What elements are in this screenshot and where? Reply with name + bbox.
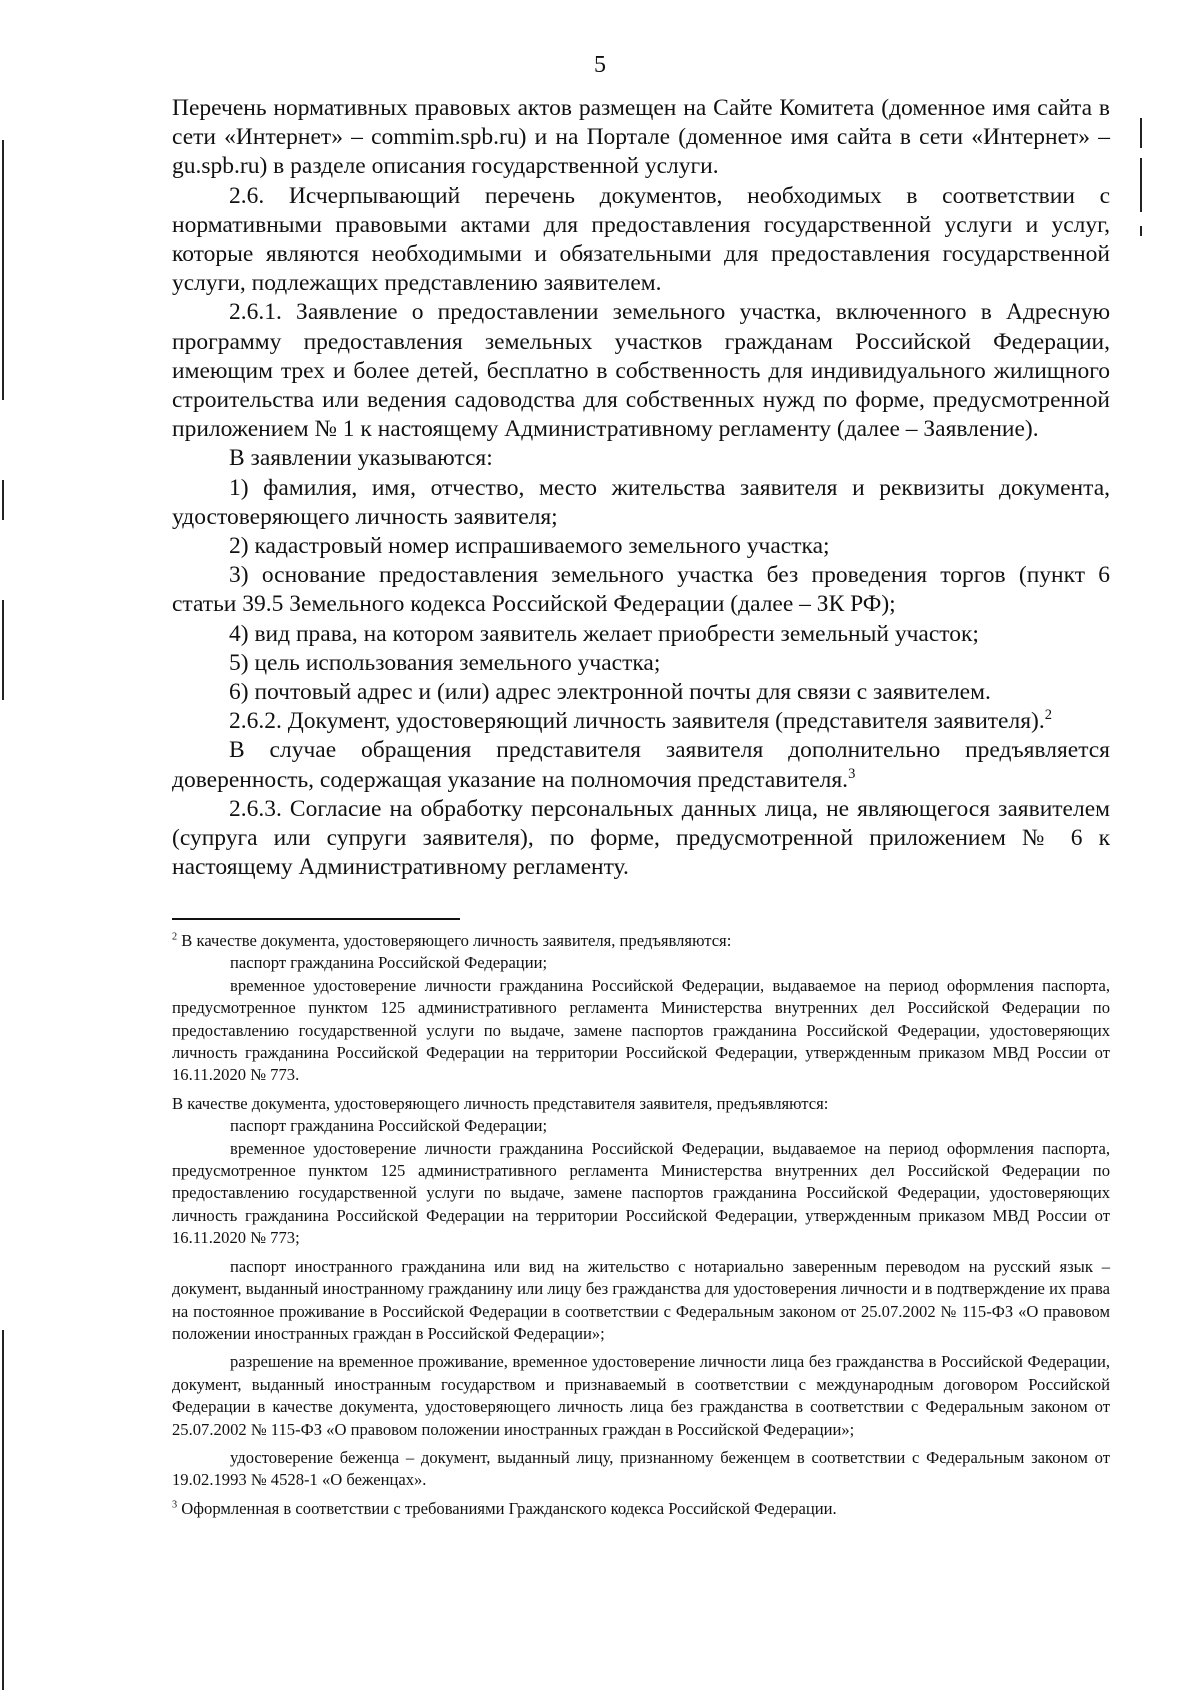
- footnote-paragraph: [172, 1256, 1110, 1346]
- footnote-marker: 3: [172, 1499, 178, 1511]
- paragraph: [172, 795, 1110, 883]
- scan-edge-mark: [1140, 158, 1142, 212]
- main-text: [172, 94, 1110, 882]
- paragraph-text: В качестве документа, удостоверяющего личность заявителя, предъявляются:: [181, 931, 732, 950]
- paragraph: [172, 561, 1110, 619]
- paragraph-text: 3) основание предоставления земельного участка без проведения торгов (пункт 6 статьи 39.5 Земельного кодекса Российской Федерации (далее – ЗК РФ);: [172, 562, 1110, 618]
- paragraph-text: 5) цель использования земельного участка;: [229, 649, 661, 676]
- paragraph-text: 2.6. Исчерпывающий перечень документов, необходимых в соответствии с нормативными правовыми актами для предоставления государственной услуги и услуг, которые являются необходимыми и обязательными для предоставления государственной услуги, подлежащих представлению заявителем.: [172, 182, 1110, 297]
- paragraph-text: В заявлении указываются:: [229, 445, 493, 472]
- paragraph-text: удостоверение беженца – документ, выданный лицу, признанному беженцем в соответствии с Федеральным законом от 19.02.1993 № 4528-1 «О беженцах».: [172, 1447, 1110, 1490]
- paragraph-text: паспорт гражданина Российской Федерации;: [230, 1116, 548, 1136]
- footnote-paragraph: [172, 1498, 1110, 1520]
- footnotes: [172, 930, 1110, 1520]
- paragraph-text: 2) кадастровый номер испрашиваемого земельного участка;: [229, 533, 830, 560]
- footnote-marker: 2: [172, 931, 178, 943]
- paragraph: [172, 182, 1110, 299]
- paragraph: [172, 444, 1110, 473]
- scan-edge-mark: [2, 480, 4, 520]
- footnote-paragraph: [172, 975, 1110, 1087]
- paragraph-text: 6) почтовый адрес и (или) адрес электронной почты для связи с заявителем.: [229, 679, 991, 706]
- footnote-paragraph: [172, 1138, 1110, 1250]
- scan-edge-mark: [1140, 226, 1142, 236]
- paragraph-text: паспорт гражданина Российской Федерации;: [230, 953, 548, 973]
- paragraph: [172, 736, 1110, 794]
- paragraph: [172, 298, 1110, 444]
- footnote-separator: [172, 918, 460, 920]
- page-number: 5: [594, 52, 606, 78]
- paragraph: [172, 649, 1110, 678]
- paragraph-text: 2.6.1. Заявление о предоставлении земельного участка, включенного в Адресную программу предоставления земельных участков гражданам Российской Федерации, имеющим трех и более детей, бесплатно в собственность для индивидуального жилищного строительства или ведения садоводства для собственных нужд по форме, предусмотренной приложением № 1 к настоящему Административному регламенту (далее – Заявление).: [172, 299, 1110, 443]
- paragraph-text: временное удостоверение личности гражданина Российской Федерации, выдаваемое на период оформления паспорта, предусмотренное пунктом 125 административного регламента Министерства внутренних дел Российской Федерации по предоставлению государственной услуги по выдаче, замене паспортов гражданина Российской Федерации, удостоверяющих личность гражданина Российской Федерации на территории Российской Федерации, утвержденным приказом МВД России от 16.11.2020 № 773.: [172, 975, 1110, 1085]
- paragraph-text: Оформленная в соответствии с требованиями Гражданского кодекса Российской Федерации.: [181, 1498, 837, 1518]
- paragraph-text: 4) вид права, на котором заявитель желает приобрести земельный участок;: [229, 620, 979, 647]
- paragraph: [172, 678, 1110, 707]
- footnote-reference: 3: [848, 765, 856, 782]
- paragraph: [172, 474, 1110, 532]
- footnote-reference: 2: [1044, 707, 1052, 724]
- paragraph: [172, 620, 1110, 649]
- footnote-paragraph: [172, 1093, 1110, 1115]
- scan-edge-mark: [2, 1330, 4, 1690]
- paragraph-text: Перечень нормативных правовых актов размещен на Сайте Комитета (доменное имя сайта в сети «Интернет» – commim.spb.ru) и на Портале (доменное имя сайта в сети «Интернет» – gu.spb.ru) в разделе описания государственной услуги.: [172, 95, 1110, 180]
- footnote-paragraph: [172, 1115, 1110, 1137]
- scan-edge-mark: [2, 140, 4, 400]
- scan-edge-mark: [2, 600, 4, 700]
- paragraph-text: 2.6.3. Согласие на обработку персональных данных лица, не являющегося заявителем (супруга или супруги заявителя), по форме, предусмотренной приложением № 6 к настоящему Административному регламенту.: [172, 795, 1110, 881]
- footnote-paragraph: [172, 1447, 1110, 1492]
- paragraph-text: В качестве документа, удостоверяющего личность представителя заявителя, предъявляются:: [172, 1093, 829, 1113]
- paragraph: [172, 532, 1110, 561]
- paragraph-text: паспорт иностранного гражданина или вид на жительство с нотариально заверенным переводом на русский язык – документ, выданный иностранному гражданину или лицу без гражданства для удостоверения личности и в подтверждение их права на постоянное проживание в Российской Федерации в соответствии с Федеральным законом от 25.07.2002 № 115-ФЗ «О правовом положении иностранных граждан в Российской Федерации»;: [172, 1256, 1110, 1343]
- footnote-paragraph: [172, 952, 1110, 974]
- paragraph-text: разрешение на временное проживание, временное удостоверение личности лица без гражданства в Российской Федерации, документ, выданный иностранным государством и признаваемый в соответствии с международным договором Российской Федерации в качестве документа, удостоверяющего личность лица без гражданства в соответствии с Федеральным законом от 25.07.2002 № 115-ФЗ «О правовом положении иностранных граждан в Российской Федерации»;: [172, 1352, 1110, 1439]
- paragraph: [172, 707, 1110, 736]
- footnote-paragraph: [172, 930, 1110, 952]
- footnote-paragraph: [172, 1351, 1110, 1441]
- paragraph-text: 2.6.2. Документ, удостоверяющий личность заявителя (представителя заявителя).: [229, 708, 1045, 735]
- paragraph: [172, 94, 1110, 182]
- paragraph-text: 1) фамилия, имя, отчество, место жительства заявителя и реквизиты документа, удостоверяющего личность заявителя;: [172, 474, 1110, 530]
- paragraph-text: В случае обращения представителя заявителя дополнительно предъявляется доверенность, содержащая указание на полномочия представителя.: [172, 737, 1110, 793]
- paragraph-text: временное удостоверение личности гражданина Российской Федерации, выдаваемое на период оформления паспорта, предусмотренное пунктом 125 административного регламента Министерства внутренних дел Российской Федерации по предоставлению государственной услуги по выдаче, замене паспортов гражданина Российской Федерации, удостоверяющих личность гражданина Российской Федерации на территории Российской Федерации, утвержденным приказом МВД России от 16.11.2020 № 773;: [172, 1138, 1110, 1248]
- scan-edge-mark: [1140, 118, 1142, 148]
